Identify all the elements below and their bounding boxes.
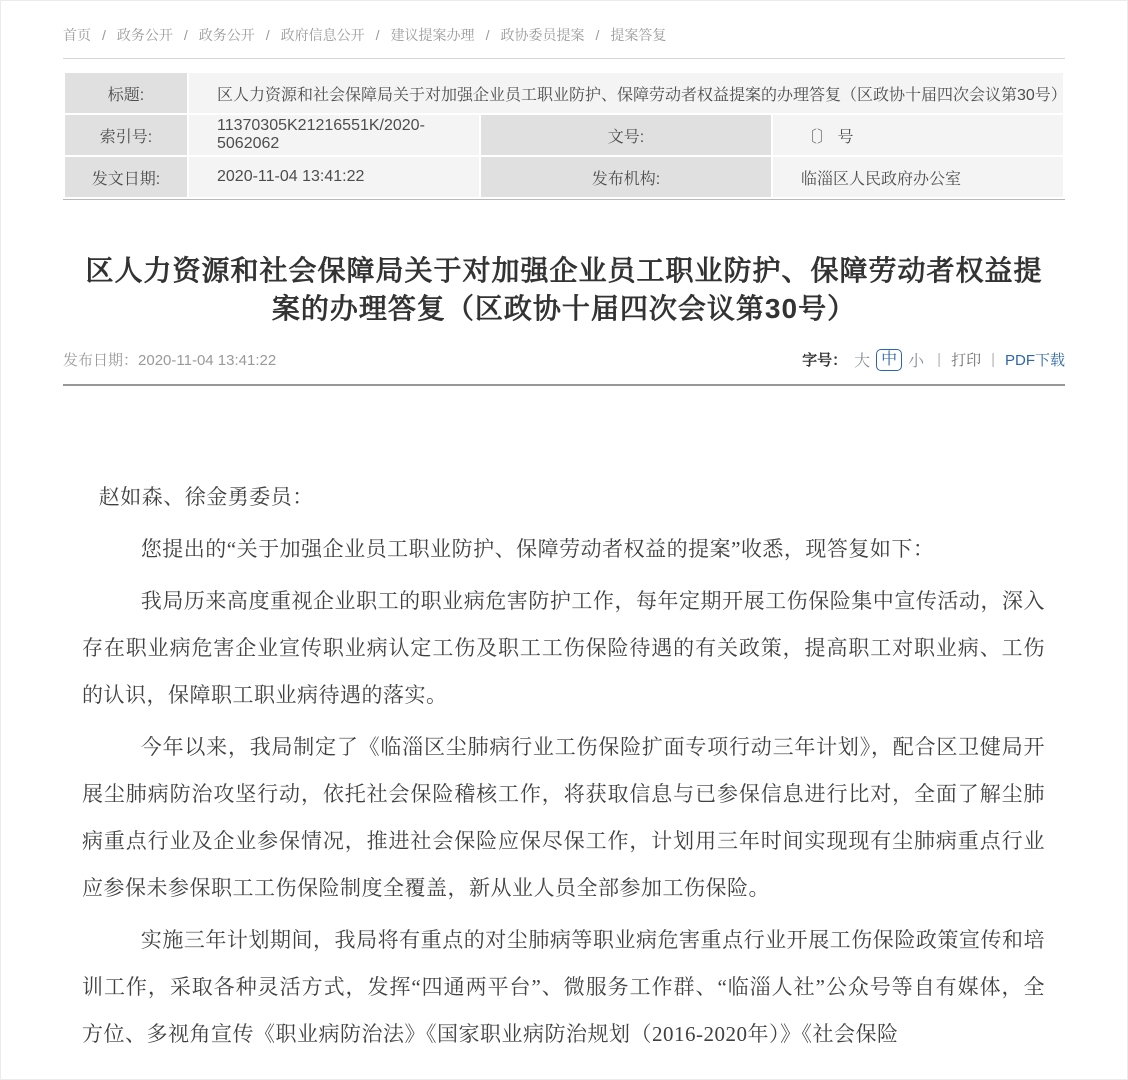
print-button[interactable]: 打印 [951,352,982,369]
paragraph: 您提出的“关于加强企业员工职业防护、保障劳动者权益的提案”收悉，现答复如下： [140,537,935,561]
issue-date-label: 发文日期: [65,157,187,197]
article-body [63,386,1065,1058]
page-title: 区人力资源和社会保障局关于对加强企业员工职业防护、保障劳动者权益提案的办理答复（区政协十届四次会议第30号） [85,255,1043,324]
breadcrumb [63,1,1065,59]
font-size-small-button[interactable]: 小 [908,353,925,370]
doc-number-value: 〔〕 号 [773,115,1063,155]
breadcrumb-item-1[interactable]: 政务公开 [116,27,173,43]
breadcrumb-separator: / [595,27,600,43]
paragraph: 今年以来，我局制定了《临淄区尘肺病行业工伤保险扩面专项行动三年计划》，配合区卫健局开展尘肺病防治攻坚行动，依托社会保险稽核工作，将获取信息与已参保信息进行比对，全面了解尘肺病重点行业及企业参保情况，推进社会保险应保尽保工作，计划用三年时间实现现有尘肺病重点行业应参保未参保职工工伤保险制度全覆盖，新从业人员全部参加工伤保险。 [82,735,1045,900]
article-toolbar [802,348,1065,371]
index-number-value: 11370305K21216551K/2020-5062062 [189,115,479,155]
breadcrumb-item-5[interactable]: 政协委员提案 [500,27,585,43]
paragraph-salutation: 赵如森、徐金勇委员： [98,485,314,509]
publish-date-value: 2020-11-04 13:41:22 [138,352,277,369]
doc-number-label: 文号: [481,115,771,155]
title-label: 标题: [65,73,187,113]
paragraph: 我局历来高度重视企业职工的职业病危害防护工作，每年定期开展工伤保险集中宣传活动，深入存在职业病危害企业宣传职业病认定工伤及职工工伤保险待遇的有关政策，提高职工对职业病、工伤的认识，保障职工职业病待遇的落实。 [82,589,1045,707]
article-header [63,252,1065,386]
content-container [63,1,1065,1058]
breadcrumb-separator: / [183,27,188,43]
toolbar-separator: | [937,351,942,368]
agency-label: 发布机构: [481,157,771,197]
index-number-label: 索引号: [65,115,187,155]
breadcrumb-item-6[interactable]: 提案答复 [610,27,667,43]
breadcrumb-separator: / [102,27,106,43]
article-meta-row [63,348,1065,386]
title-value: 区人力资源和社会保障局关于对加强企业员工职业防护、保障劳动者权益提案的办理答复（区政协十届四次会议第30号） [189,73,1063,113]
breadcrumb-item-2[interactable]: 政务公开 [198,27,255,43]
table-row-date [65,157,1063,197]
issue-date-value: 2020-11-04 13:41:22 [189,157,479,197]
breadcrumb-separator: / [485,27,490,43]
font-size-medium-button[interactable]: 中 [876,349,902,371]
document-info-table [63,71,1065,200]
breadcrumb-item-4[interactable]: 建议提案办理 [390,27,475,43]
publish-date-label: 发布日期： [63,352,139,369]
table-row-index [65,115,1063,155]
table-row-title [65,73,1063,113]
publish-date [63,349,276,370]
toolbar-separator: | [991,351,995,368]
breadcrumb-item-3[interactable]: 政府信息公开 [280,27,365,43]
font-size-large-button[interactable]: 大 [854,353,871,370]
breadcrumb-separator: / [375,27,380,43]
font-size-label: 字号： [802,352,848,369]
paragraph: 实施三年计划期间，我局将有重点的对尘肺病等职业病危害重点行业开展工伤保险政策宣传和培训工作，采取各种灵活方式，发挥“四通两平台”、微服务工作群、“临淄人社”公众号等自有媒体，全方位、多视角宣传《职业病防治法》《国家职业病防治规划（2016-2020年）》《社会保险 [82,928,1045,1046]
breadcrumb-separator: / [265,27,270,43]
agency-value: 临淄区人民政府办公室 [773,157,1063,197]
breadcrumb-item-home[interactable]: 首页 [63,27,91,43]
pdf-download-button[interactable]: PDF下载 [1004,352,1065,369]
